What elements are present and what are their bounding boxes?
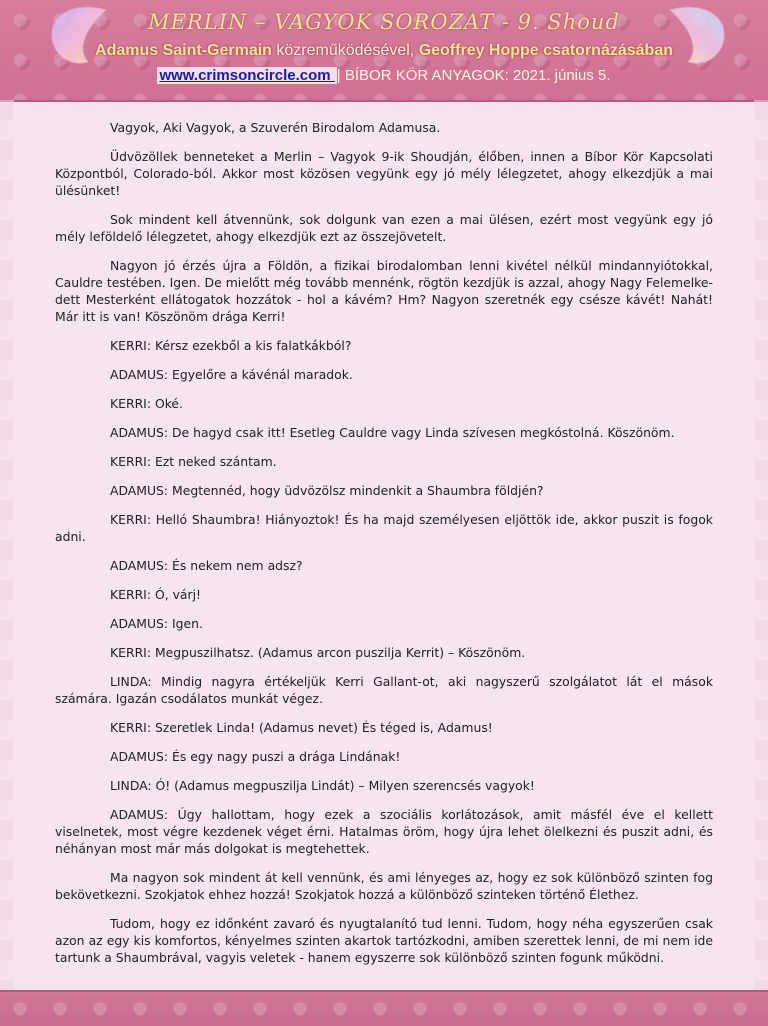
paragraph: KERRI: Helló Shaumbra! Hiányoztok! És ha majd személyesen eljöttök ide, akkor puszit is fogok adni. [55,512,713,544]
paragraph: KERRI: Szeretlek Linda! (Adamus nevet) És téged is, Adamus! [110,720,493,735]
author-name: Adamus Saint-Germain [95,42,272,59]
page-title: MERLIN – VAGYOK SOROZAT - 9. Shoud [148,10,620,34]
channel-name: Geoffrey Hoppe csatornázásában [418,42,673,59]
source-line [0,67,768,84]
paragraph: ADAMUS: Megtennéd, hogy üdvözölsz mindenkit a Shaumbra földjén? [110,483,544,498]
paragraph: Nagyon jó érzés újra a Földön, a fizikai birodalomban lenni kivétel nélkül mindannyiótokkal, Cauldre testében. Igen. De mielőtt még tovább mennénk, rögtön kezdjük is azzal, ahogy Nagy Felemelke-dett Mesterként ellátogatok hozzátok - hol a kávém? Hm? Nagyon szeretnék egy csésze kávét! Nahát! Már itt is van! Köszönöm drága Kerri! [55,258,713,324]
paragraph: ADAMUS: Úgy hallottam, hogy ezek a szociális korlátozások, amit másfél éve el kellett viselnetek, most végre kezdenek véget érni. Hatalmas öröm, hogy újra lehet ölelkezni és puszit adni, és néhányan most már más dolgokat is megtehettek. [55,807,713,856]
paragraph: Vagyok, Aki Vagyok, a Szuverén Birodalom Adamusa. [110,120,441,135]
paragraph: KERRI: Ezt neked szántam. [110,454,277,469]
paragraph: ADAMUS: Egyelőre a kávénál maradok. [110,367,353,382]
credits-connector: közreműködésével, [271,42,419,59]
paragraph: KERRI: Oké. [110,396,183,411]
document-body [55,119,713,978]
paragraph: ADAMUS: És egy nagy puszi a drága Lindának! [110,749,401,764]
paragraph: ADAMUS: Igen. [110,616,203,631]
paragraph: ADAMUS: És nekem nem adsz? [110,558,303,573]
paragraph: KERRI: Ó, várj! [110,587,201,602]
paragraph: KERRI: Kérsz ezekből a kis falatkákból? [110,338,352,353]
paragraph: Tudom, hogy ez időnként zavaró és nyugtalanító tud lenni. Tudom, hogy néha egyszerűen csak azon az egy kis komfortos, kényelmes szinten akartok tartózkodni, amiben szerettek lenni, de mi nem ide tartunk a Shaumbrával, vagyis veletek - hanem egyszerre sok különböző szinten fogunk működni. [55,916,713,965]
paragraph: ADAMUS: De hagyd csak itt! Esetleg Cauldre vagy Linda szívesen megkóstolná. Köszönöm. [110,425,675,440]
source-label: | BÍBOR KÖR ANYAGOK: 2021. június 5. [336,67,611,84]
header-banner [0,0,768,102]
decorative-border-left [0,100,14,990]
footer-banner [0,990,768,1026]
header-credits [0,42,768,60]
paragraph: LINDA: Mindig nagyra értékeljük Kerri Gallant-ot, aki nagyszerű szolgálatot lát el mások számára. Igazán csodálatos munkát végez. [55,674,713,706]
website-link[interactable]: www.crimsoncircle.com [159,67,335,84]
paragraph: Sok mindent kell átvennünk, sok dolgunk van ezen a mai ülésen, ezért most vegyünk egy jó mély leföldelő lélegzetet, ahogy elkezdjük ezt az összejövetelt. [55,212,713,244]
decorative-border-right [754,100,768,990]
paragraph: Üdvözöllek benneteket a Merlin – Vagyok 9-ik Shoudján, élőben, innen a Bíbor Kör Kapcsolati Központból, Colorado-ból. Akkor most közösen vegyünk egy jó mély lélegzetet, ahogy elkezdjük a mai ülésünket! [55,149,713,198]
paragraph: Ma nagyon sok mindent át kell vennünk, és ami lényeges az, hogy ez sok különböző szinten fog bekövetkezni. Szokjatok ehhez hozzá! Szokjatok hozzá a különböző szinteken történő Élethez. [55,870,713,902]
paragraph: LINDA: Ó! (Adamus megpuszilja Lindát) – Milyen szerencsés vagyok! [110,778,535,793]
paragraph: KERRI: Megpuszilhatsz. (Adamus arcon puszilja Kerrit) – Köszönöm. [110,645,526,660]
